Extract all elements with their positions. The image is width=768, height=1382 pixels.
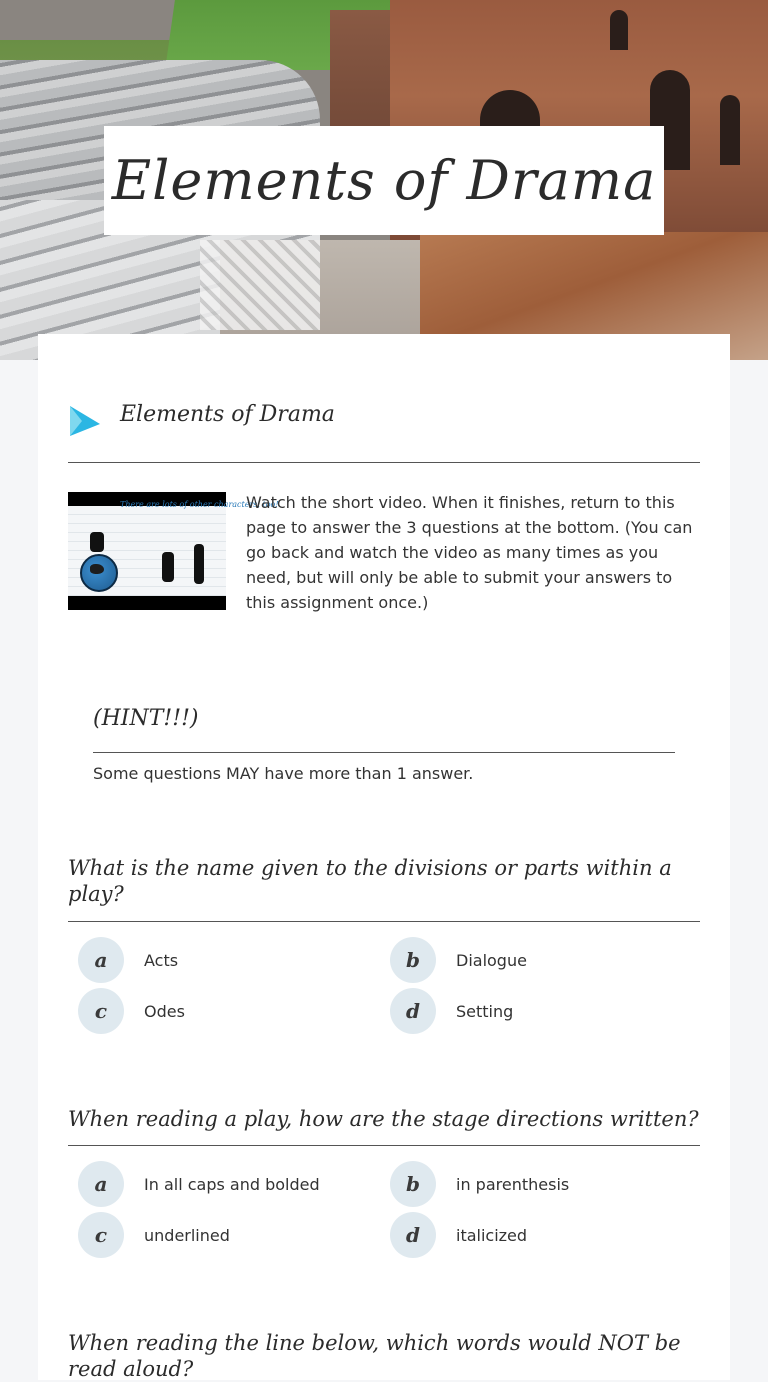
page-title: Elements of Drama [111,149,657,212]
option-letter: c [78,988,124,1034]
option-letter: c [78,1212,124,1258]
person-figure-icon [90,532,104,552]
question-3-title: When reading the line below, which words would NOT be read aloud? [68,1331,681,1381]
option-label: italicized [456,1225,528,1245]
standing-figure-icon [194,544,204,584]
question-1-title: What is the name given to the divisions or parts within a play? [68,856,672,906]
question-1-option-c[interactable] [78,988,185,1034]
question-2-title: When reading a play, how are the stage directions written? [68,1107,699,1131]
hint-divider [93,752,675,753]
option-letter: b [390,1161,436,1207]
question-1-option-b[interactable] [390,937,527,983]
question-1-divider [68,921,700,922]
option-label: Odes [144,1001,185,1021]
option-letter: a [78,937,124,983]
option-letter: b [390,937,436,983]
hint-text: Some questions MAY have more than 1 answer. [93,764,474,783]
question-2-option-d[interactable] [390,1212,527,1258]
question-2-divider [68,1145,700,1146]
banner-stone-fragments [200,240,320,330]
option-letter: d [390,1212,436,1258]
question-2-option-b[interactable] [390,1161,569,1207]
thumbnail-caption: There are lots of other characters, too! [120,500,279,509]
option-label: underlined [144,1225,230,1245]
option-label: in parenthesis [456,1174,570,1194]
video-instructions: Watch the short video. When it finishes, return to this page to answer the 3 questions at the bottom. (You can go back and watch the video as many times as you need, but will only be able to submit your answers to this assignment once.) [246,493,693,612]
question-2-option-c[interactable] [78,1212,230,1258]
option-label: Setting [456,1001,514,1021]
header-banner [0,0,768,360]
option-letter: d [390,988,436,1034]
hint-title: (HINT!!!) [93,706,199,731]
option-label: Dialogue [456,950,527,970]
question-1-option-a[interactable] [78,937,178,983]
globe-icon [80,554,118,592]
option-letter: a [78,1161,124,1207]
worksheet-card [38,334,730,1380]
question-1-option-d[interactable] [390,988,513,1034]
video-title: Elements of Drama [120,402,335,427]
option-label: In all caps and bolded [144,1174,320,1194]
video-section-header [68,400,700,463]
option-label: Acts [144,950,179,970]
video-play-icon [68,404,102,438]
video-thumbnail[interactable] [68,492,279,610]
banner-title-box [104,126,664,235]
question-2-option-a[interactable] [78,1161,320,1207]
kneeling-figure-icon [162,552,174,582]
